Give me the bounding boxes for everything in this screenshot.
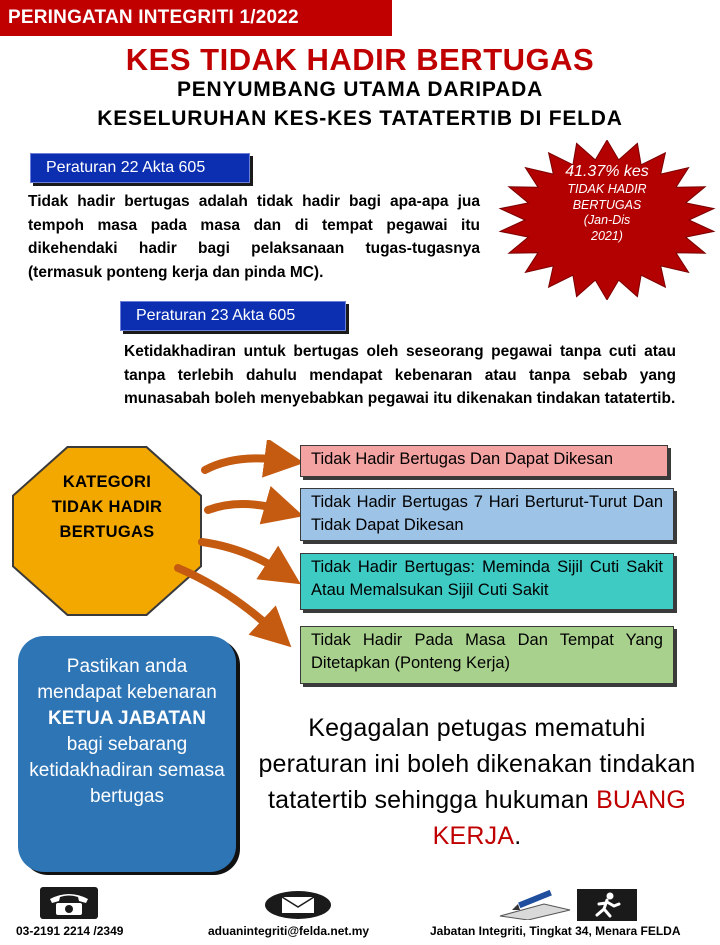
footer-email[interactable]: aduanintegriti@felda.net.my bbox=[208, 924, 370, 938]
subtitle-line-1: PENYUMBANG UTAMA DARIPADA bbox=[176, 78, 544, 101]
page-title: KES TIDAK HADIR BERTUGAS bbox=[125, 42, 595, 77]
subtitle-line-2: KESELURUHAN KES-KES TATATERTIB DI FELDA bbox=[97, 107, 623, 130]
stat-starburst bbox=[497, 140, 717, 300]
arrow-to-category-2 bbox=[208, 504, 282, 510]
reminder-text-2: bagi sebarang ketidakhadiran semasa bertugas bbox=[29, 734, 225, 807]
top-banner: PERINGATAN INTEGRITI 1/2022 bbox=[0, 0, 392, 36]
stat-line-4: (Jan-Dis bbox=[583, 213, 631, 228]
pen-paper-icon bbox=[498, 890, 572, 920]
warning-body: Kegagalan petugas mematuhi peraturan ini boleh dikenakan tindakan tatatertib sehingga hukuman bbox=[258, 714, 696, 814]
reminder-panel bbox=[18, 636, 236, 872]
footer-phone: 03-2191 2214 /2349 bbox=[16, 924, 124, 938]
regulation-22-text: Tidak hadir bertugas adalah tidak hadir bagi apa-apa jua tempoh masa pada masa dan di tempat pegawai itu dikehendaki hadir bagi pelaksanaan tugas-tugasnya (termasuk ponteng kerja dan pinda MC). bbox=[28, 193, 480, 281]
warning-highlight: BUANG KERJA bbox=[432, 786, 686, 850]
footer-address: Jabatan Integriti, Tingkat 34, Menara FELDA bbox=[430, 924, 681, 938]
arrow-to-category-1 bbox=[205, 458, 282, 470]
stat-text bbox=[497, 162, 717, 245]
category-item-2: Tidak Hadir Bertugas 7 Hari Berturut-Turut Dan Tidak Dapat Dikesan bbox=[300, 488, 674, 541]
stat-line-3: BERTUGAS bbox=[572, 197, 642, 212]
category-arrows bbox=[150, 440, 310, 650]
category-item-1: Tidak Hadir Bertugas Dan Dapat Dikesan bbox=[300, 445, 668, 477]
running-person-icon bbox=[577, 889, 637, 921]
category-title-line-2: TIDAK HADIR bbox=[51, 498, 163, 516]
telephone-icon bbox=[40, 887, 98, 919]
arrow-to-category-4 bbox=[178, 568, 275, 632]
category-item-4: Tidak Hadir Pada Masa Dan Tempat Yang Ditetapkan (Ponteng Kerja) bbox=[300, 626, 674, 684]
envelope-icon bbox=[264, 890, 332, 920]
category-title-line-1: KATEGORI bbox=[62, 473, 152, 491]
stat-line-5: 2021) bbox=[591, 228, 623, 243]
stat-line-2: TIDAK HADIR bbox=[567, 182, 647, 196]
regulation-22-label: Peraturan 22 Akta 605 bbox=[30, 153, 250, 183]
stat-percentage: 41.37% kes bbox=[565, 163, 649, 180]
category-title-line-3: BERTUGAS bbox=[59, 523, 155, 541]
warning-text bbox=[252, 710, 702, 854]
reminder-emphasis: KETUA JABATAN bbox=[48, 708, 206, 729]
reminder-text-1: Pastikan anda mendapat kebenaran bbox=[37, 656, 217, 703]
category-item-3: Tidak Hadir Bertugas: Meminda Sijil Cuti Sakit Atau Memalsukan Sijil Cuti Sakit bbox=[300, 553, 674, 610]
regulation-23-label: Peraturan 23 Akta 605 bbox=[120, 301, 346, 331]
regulation-23-text: Ketidakhadiran untuk bertugas oleh seseorang pegawai tanpa cuti atau tanpa terlebih dahulu mendapat kebenaran atau tanpa sebab yang munasabah boleh menyebabkan pegawai itu dikenakan tindakan tatatertib. bbox=[124, 343, 676, 407]
arrow-to-category-3 bbox=[202, 542, 282, 572]
warning-end: . bbox=[514, 822, 522, 850]
